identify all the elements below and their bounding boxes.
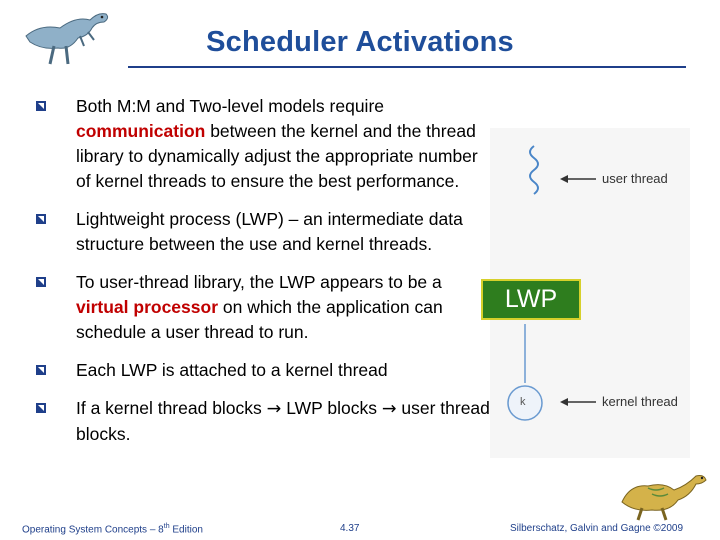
bullet-emphasis: communication (76, 121, 206, 141)
dinosaur-logo-bottom-right (612, 462, 712, 522)
bullet-text: user thread blocks. (76, 398, 490, 444)
footer-book-sup: th (163, 523, 170, 530)
bullet-text: Each LWP is attached to a kernel thread (76, 360, 388, 380)
user-thread-label: user thread (602, 171, 668, 186)
footer-book-title (22, 523, 203, 535)
slide-title: Scheduler Activations (206, 26, 514, 58)
bullet-text: To user-thread library, the LWP appears to be a (76, 272, 442, 292)
bullet-text: between the kernel and the thread library to dynamically adjust the appropriate number of kernel threads to ensure the best performance. (76, 121, 478, 191)
user-thread-squiggle (530, 146, 538, 194)
bullet-emphasis: virtual processor (76, 297, 218, 317)
bullet-text: LWP blocks (281, 398, 382, 418)
bullet-text: If a kernel thread blocks (76, 398, 267, 418)
title-underline (128, 66, 686, 68)
bullet-marker-icon (36, 214, 46, 224)
footer-copyright: Silberschatz, Galvin and Gagne ©2009 (510, 523, 684, 534)
bullet-marker-icon (36, 101, 46, 111)
bullet-marker-icon (36, 365, 46, 375)
k-label: k (520, 396, 526, 408)
bullet-item (36, 94, 491, 194)
footer-book-prefix: Operating System Concepts – 8 (22, 524, 164, 536)
bullet-marker-icon (36, 277, 46, 287)
footer-book-suffix: Edition (169, 524, 203, 536)
arrow-left-icon (560, 175, 568, 183)
arrow-right-icon: → (381, 399, 397, 419)
bullet-item (36, 358, 491, 383)
bullet-marker-icon (36, 403, 46, 413)
lwp-box: LWP (481, 279, 581, 320)
bullet-text: on which the application can schedule a user thread to run. (76, 297, 443, 342)
bullet-item (36, 270, 491, 345)
bullet-text: Both M:M and Two-level models require (76, 96, 385, 116)
bullet-item (36, 207, 491, 257)
arrow-left-icon (560, 398, 568, 406)
bullet-list (36, 94, 491, 460)
kernel-thread-label: kernel thread (602, 394, 678, 409)
bullet-item (36, 396, 491, 447)
footer-page-number: 4.37 (340, 523, 360, 534)
bullet-text: Lightweight process (LWP) – an intermediate data structure between the use and kernel threads. (76, 209, 463, 254)
dinosaur-logo-top-left (18, 6, 118, 68)
arrow-right-icon: → (266, 399, 282, 419)
